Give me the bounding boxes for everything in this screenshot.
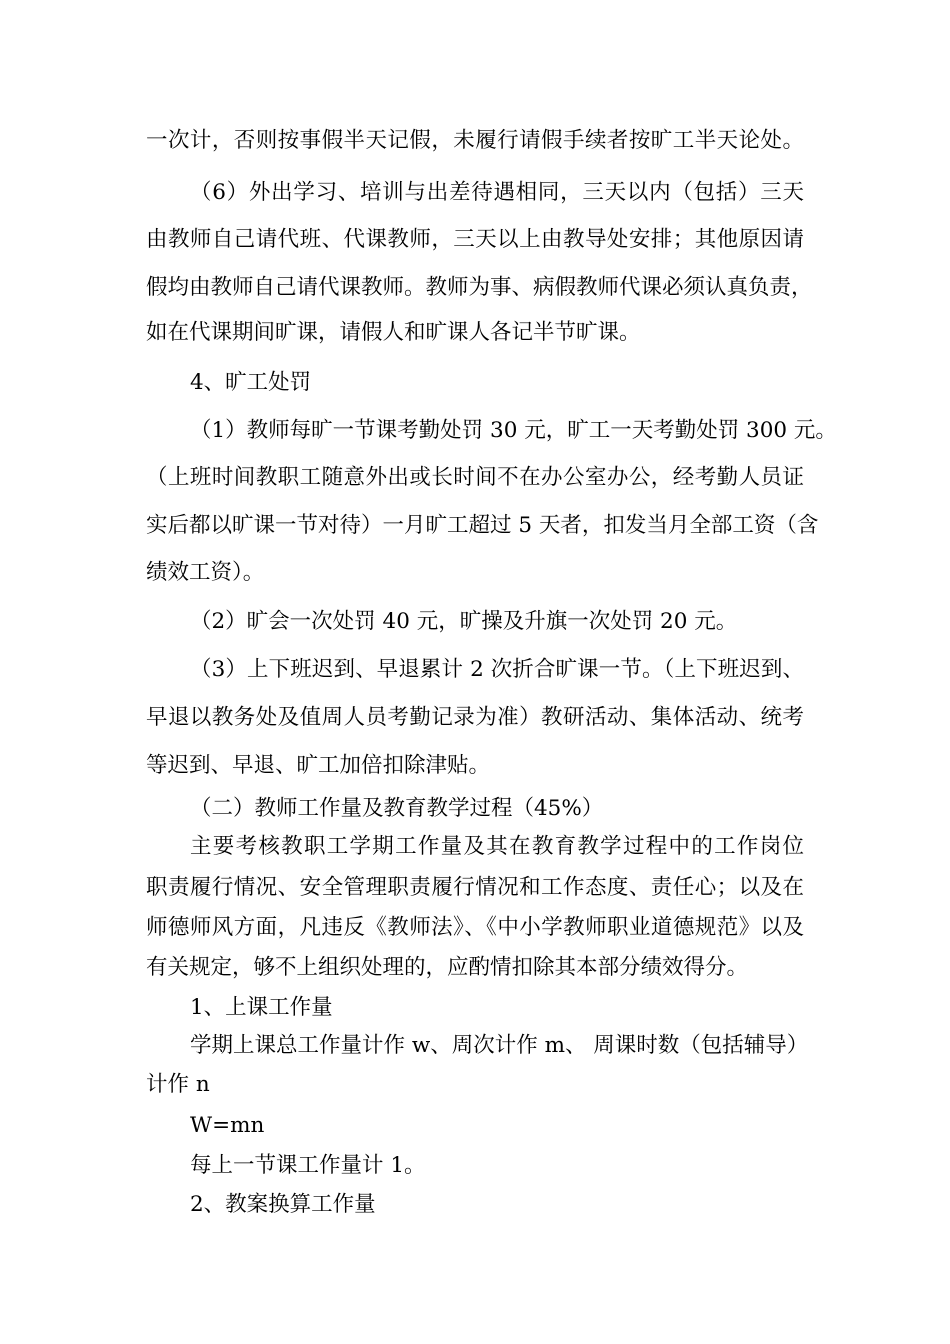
- text-line: 由教师自己请代班、代课教师，三天以上由教导处安排；其他原因请: [146, 227, 804, 252]
- text-line: 早退以教务处及值周人员考勤记录为准）教研活动、集体活动、统考: [146, 705, 804, 730]
- text-line: （上班时间教职工随意外出或长时间不在办公室办公，经考勤人员证: [146, 465, 804, 490]
- section-heading: 2、教案换算工作量: [190, 1192, 376, 1217]
- text-line: 有关规定，够不上组织处理的，应酌情扣除其本部分绩效得分。: [146, 955, 749, 980]
- section-heading: （二）教师工作量及教育教学过程（45%）: [190, 796, 604, 821]
- text-line: 假均由教师自己请代课教师。教师为事、病假教师代课必须认真负责，: [146, 275, 813, 300]
- formula: W=mn: [190, 1113, 265, 1138]
- text-line: 师德师风方面，凡违反《教师法》、《中小学教师职业道德规范》以及: [146, 915, 804, 940]
- section-heading: 4、旷工处罚: [190, 370, 312, 395]
- text-line: （1）教师每旷一节课考勤处罚 30 元，旷工一天考勤处罚 300 元。: [190, 418, 837, 443]
- text-line: 一次计，否则按事假半天记假，未履行请假手续者按旷工半天论处。: [146, 128, 804, 153]
- text-line: 职责履行情况、安全管理职责履行情况和工作态度、责任心；以及在: [146, 875, 804, 900]
- text-line: 主要考核教职工学期工作量及其在教育教学过程中的工作岗位: [190, 834, 804, 859]
- text-line: （2）旷会一次处罚 40 元，旷操及升旗一次处罚 20 元。: [190, 609, 738, 634]
- text-line: （6）外出学习、培训与出差待遇相同，三天以内（包括）三天: [190, 180, 804, 205]
- text-line: （3）上下班迟到、早退累计 2 次折合旷课一节。（上下班迟到、: [190, 657, 804, 682]
- text-line: 每上一节课工作量计 1。: [190, 1153, 426, 1178]
- text-line: 等迟到、早退、旷工加倍扣除津贴。: [146, 753, 491, 778]
- text-line: 学期上课总工作量计作 w、周次计作 m、 周课时数（包括辅导）: [190, 1033, 809, 1058]
- text-line: 计作 n: [146, 1072, 210, 1097]
- text-line: 实后都以旷课一节对待）一月旷工超过 5 天者，扣发当月全部工资（含: [146, 513, 819, 538]
- section-heading: 1、上课工作量: [190, 995, 333, 1020]
- text-line: 绩效工资）。: [146, 560, 265, 585]
- text-line: 如在代课期间旷课，请假人和旷课人各记半节旷课。: [146, 320, 641, 345]
